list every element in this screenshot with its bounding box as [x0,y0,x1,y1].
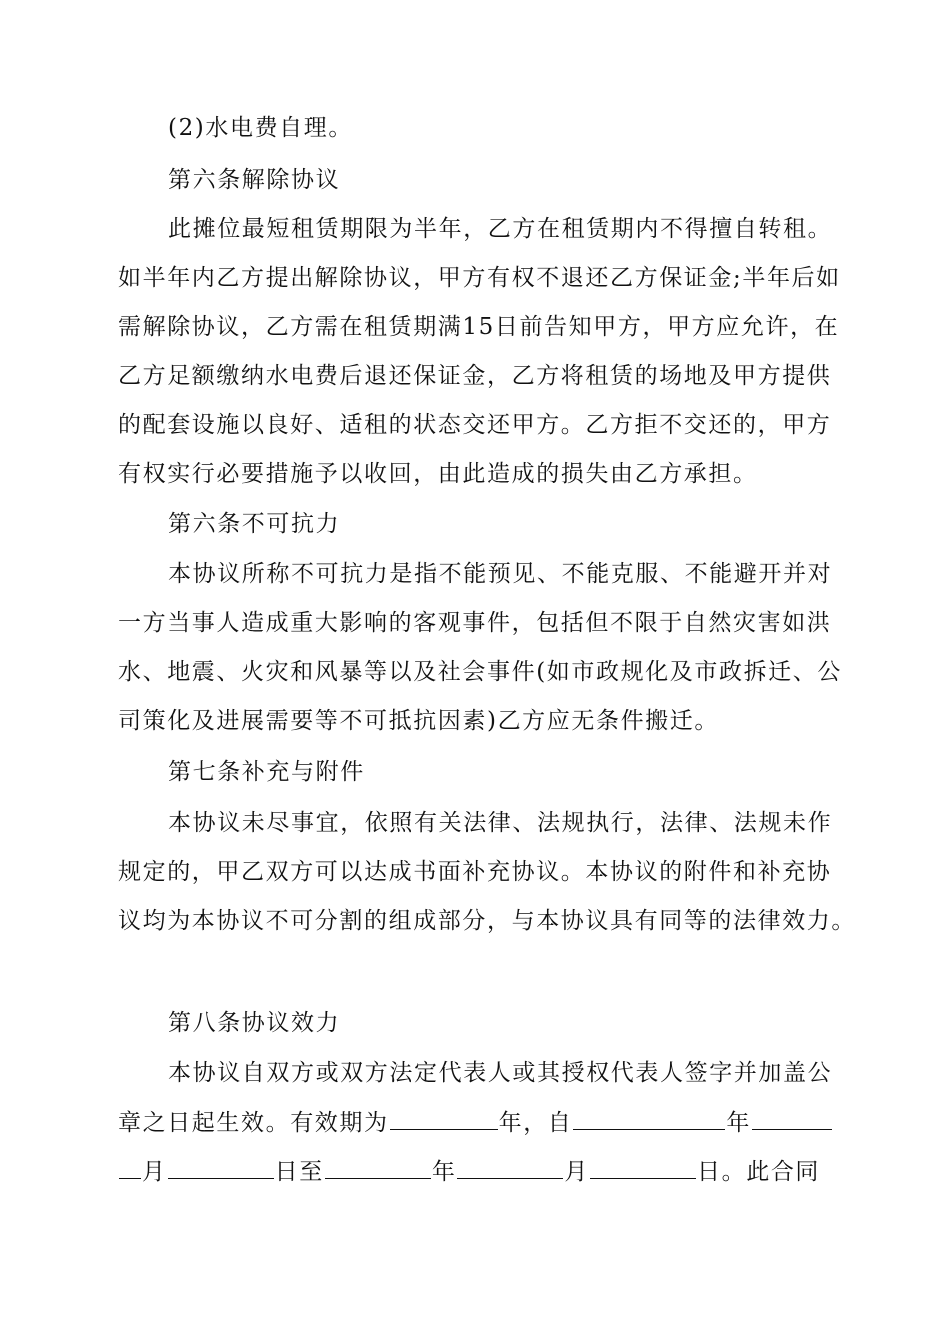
text-segment: 章之日起生效。有效期为 [118,1110,389,1136]
fill-in-blank-end-month[interactable] [457,1156,563,1179]
fill-in-blank-start-month[interactable] [752,1107,832,1130]
fill-in-blank-start-year[interactable] [573,1107,725,1130]
validity-period-line [0,1107,950,1138]
fill-in-blank-years[interactable] [390,1107,498,1130]
text-segment: 年 [431,1159,457,1185]
text-segment: 年，自 [498,1110,573,1136]
section-heading-effect: 第八条协议效力 [168,1010,341,1036]
paragraph-line: 需解除协议，乙方需在租赁期满15日前告知甲方，甲方应允许，在 [118,314,840,340]
fill-in-blank-start-month-cont[interactable] [119,1156,141,1179]
section-heading-supplement: 第七条补充与附件 [168,759,365,785]
text-segment: 日。此合同 [697,1159,821,1185]
paragraph-line: 此摊位最短租赁期限为半年，乙方在租赁期内不得擅自转租。 [168,216,833,242]
paragraph-line: 一方当事人造成重大影响的客观事件，包括但不限于自然灾害如洪 [118,610,832,636]
paragraph-line: 有权实行必要措施予以收回，由此造成的损失由乙方承担。 [118,461,758,487]
paragraph-line: 乙方足额缴纳水电费后退还保证金，乙方将租赁的场地及甲方提供 [118,363,832,389]
paragraph-line: 如半年内乙方提出解除协议，甲方有权不退还乙方保证金;半年后如 [118,265,841,291]
validity-date-line [0,1156,950,1187]
text-segment: 日至 [274,1159,324,1185]
fill-in-blank-end-day[interactable] [590,1156,696,1179]
paragraph-line: 本协议自双方或双方法定代表人或其授权代表人签字并加盖公 [168,1060,833,1086]
paragraph-line: 司策化及进展需要等不可抵抗因素)乙方应无条件搬迁。 [118,708,719,734]
text-segment: 月 [564,1159,590,1185]
section-heading-force-majeure: 第六条不可抗力 [168,511,341,537]
paragraph-line: 规定的，甲乙双方可以达成书面补充协议。本协议的附件和补充协 [118,859,832,885]
text-segment: 月 [142,1159,167,1185]
paragraph-line: 本协议未尽事宜，依照有关法律、法规执行，法律、法规未作 [168,810,833,836]
paragraph-line: 议均为本协议不可分割的组成部分，与本协议具有同等的法律效力。 [118,908,856,934]
paragraph-line: 本协议所称不可抗力是指不能预见、不能克服、不能避开并对 [168,561,833,587]
text-segment: 年 [726,1110,752,1136]
clause-item-water-electricity: (2)水电费自理。 [168,115,353,141]
fill-in-blank-start-day[interactable] [168,1156,274,1179]
section-heading-termination: 第六条解除协议 [168,167,341,193]
paragraph-line: 水、地震、火灾和风暴等以及社会事件(如市政规化及市政拆迁、公 [118,659,842,685]
fill-in-blank-end-year[interactable] [325,1156,431,1179]
paragraph-line: 的配套设施以良好、适租的状态交还甲方。乙方拒不交还的，甲方 [118,412,832,438]
